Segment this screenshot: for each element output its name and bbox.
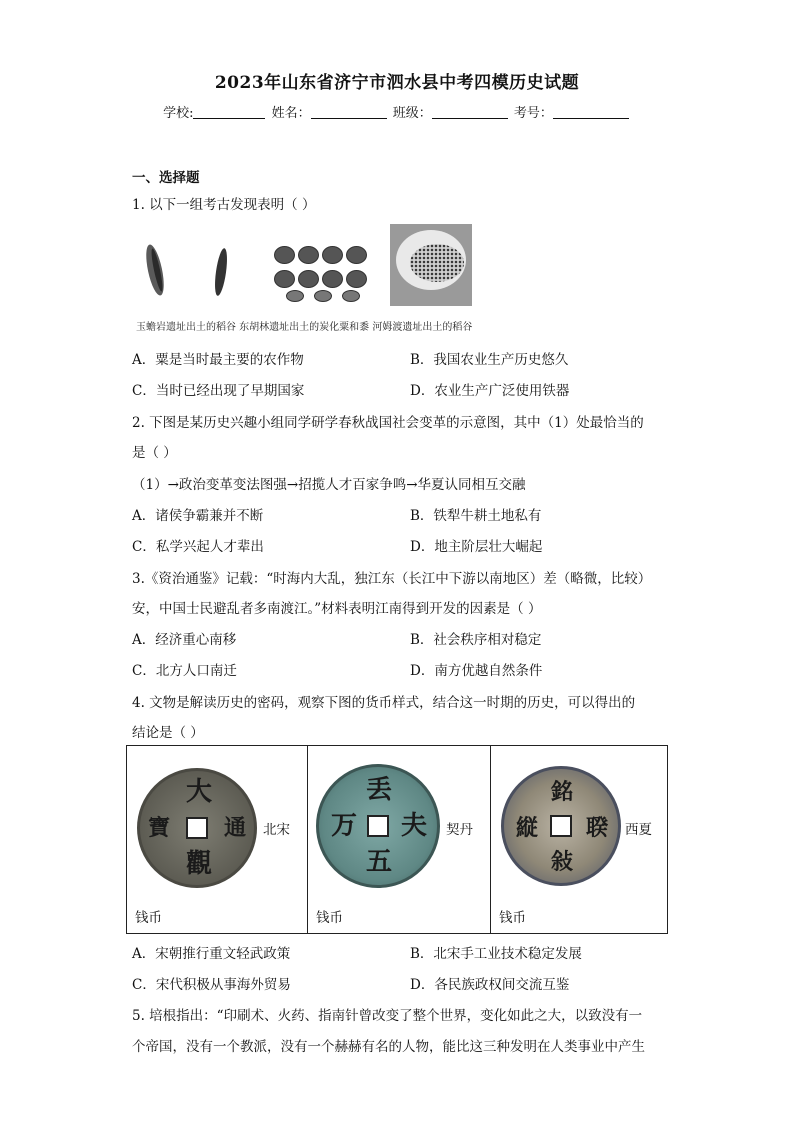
q1-option-c[interactable]: C．当时已经出现了早期国家 [132,383,305,399]
millet-image [322,246,343,264]
q1-figure [132,224,477,320]
coin-region-label: 北宋 [263,822,290,838]
q5-stem-line2: 个帝国，没有一个教派，没有一个赫赫有名的人物，能比这三种发明在人类事业中产生 [132,1039,645,1055]
q1-option-b[interactable]: B．我国农业生产历史悠久 [410,352,569,368]
q2-option-c[interactable]: C．私学兴起人才辈出 [132,539,264,555]
q2-flow: （1）→政治变革变法图强→招揽人才百家争鸣→华夏认同相互交融 [132,477,526,493]
coin-unit-label: 钱币 [316,910,343,926]
exam-no-label: 考号： [513,106,553,121]
coin-cell-khitan [308,746,491,933]
q4-option-b[interactable]: B．北宋手工业技术稳定发展 [410,946,582,962]
q2-option-b[interactable]: B．铁犁牛耕土地私有 [410,508,542,524]
coin-region-label: 西夏 [625,822,652,838]
q4-option-d[interactable]: D．各民族政权间交流互鉴 [410,977,570,993]
name-label: 姓名： [271,106,311,121]
coin-khitan-image: 丢 夫 五 万 [316,764,440,888]
q2-stem-line1: 2. 下图是某历史兴趣小组同学研学春秋战国社会变革的示意图，其中（1）处最恰当的 [132,415,644,431]
millet-image [322,270,343,288]
coin-unit-label: 钱币 [499,910,526,926]
coin-cell-western-xia [491,746,667,933]
coin-region-label: 契丹 [446,822,473,838]
class-blank[interactable] [432,106,508,119]
coin-table [126,745,668,934]
exam-no-blank[interactable] [553,106,629,119]
millet-image [346,246,367,264]
school-label: 学校: [163,106,194,121]
coin-western-xia-image: 銘 聧 敍 縦 [501,766,621,886]
millet-image [346,270,367,288]
q3-option-d[interactable]: D．南方优越自然条件 [410,663,543,679]
rice-bowl-image [390,224,472,306]
millet-image [298,246,319,264]
coin-cell-northern-song [127,746,308,933]
coin-unit-label: 钱币 [135,910,162,926]
class-label: 班级： [392,106,432,121]
millet-image [314,290,332,302]
millet-image [342,290,360,302]
q2-stem-line2: 是（ ） [132,445,177,461]
name-blank[interactable] [311,106,387,119]
q1-option-a[interactable]: A．粟是当时最主要的农作物 [132,352,304,368]
section-heading: 一、选择题 [132,170,200,186]
q3-option-c[interactable]: C．北方人口南迁 [132,663,237,679]
q4-option-a[interactable]: A．宋朝推行重文轻武政策 [132,946,291,962]
q1-option-d[interactable]: D．农业生产广泛使用铁器 [410,383,570,399]
q3-option-a[interactable]: A．经济重心南移 [132,632,237,648]
millet-image [286,290,304,302]
q1-stem: 1. 以下一组考古发现表明（ ） [132,197,316,213]
q4-stem-line2: 结论是（ ） [132,725,204,741]
q3-option-b[interactable]: B．社会秩序相对稳定 [410,632,542,648]
rice-grain-image [213,248,230,297]
school-blank[interactable] [193,106,265,119]
q4-stem-line1: 4. 文物是解读历史的密码，观察下图的货币样式，结合这一时期的历史，可以得出的 [132,695,636,711]
q2-option-d[interactable]: D．地主阶层壮大崛起 [410,539,543,555]
millet-image [274,270,295,288]
q2-option-a[interactable]: A．诸侯争霸兼并不断 [132,508,264,524]
q3-stem-line2: 安，中国士民避乱者多南渡江。”材料表明江南得到开发的因素是（ ） [132,601,542,617]
coin-northern-song-image: 大 通 觀 寶 [137,768,257,888]
student-info-line [0,102,794,121]
q3-stem-line1: 3.《资治通鉴》记载：“时海内大乱，独江东（长江中下游以南地区）差（略微，比较） [132,571,652,587]
exam-title: 2023年山东省济宁市泗水县中考四模历史试题 [214,73,580,93]
millet-image [274,246,295,264]
millet-image [298,270,319,288]
q4-option-c[interactable]: C．宋代积极从事海外贸易 [132,977,291,993]
q1-caption: 玉蟾岩遗址出土的稻谷 东胡林遗址出土的炭化粟和黍 河姆渡遗址出土的稻谷 [136,322,473,333]
q5-stem-line1: 5. 培根指出：“印刷术、火药、指南针曾改变了整个世界，变化如此之大，以致没有一 [132,1008,643,1024]
